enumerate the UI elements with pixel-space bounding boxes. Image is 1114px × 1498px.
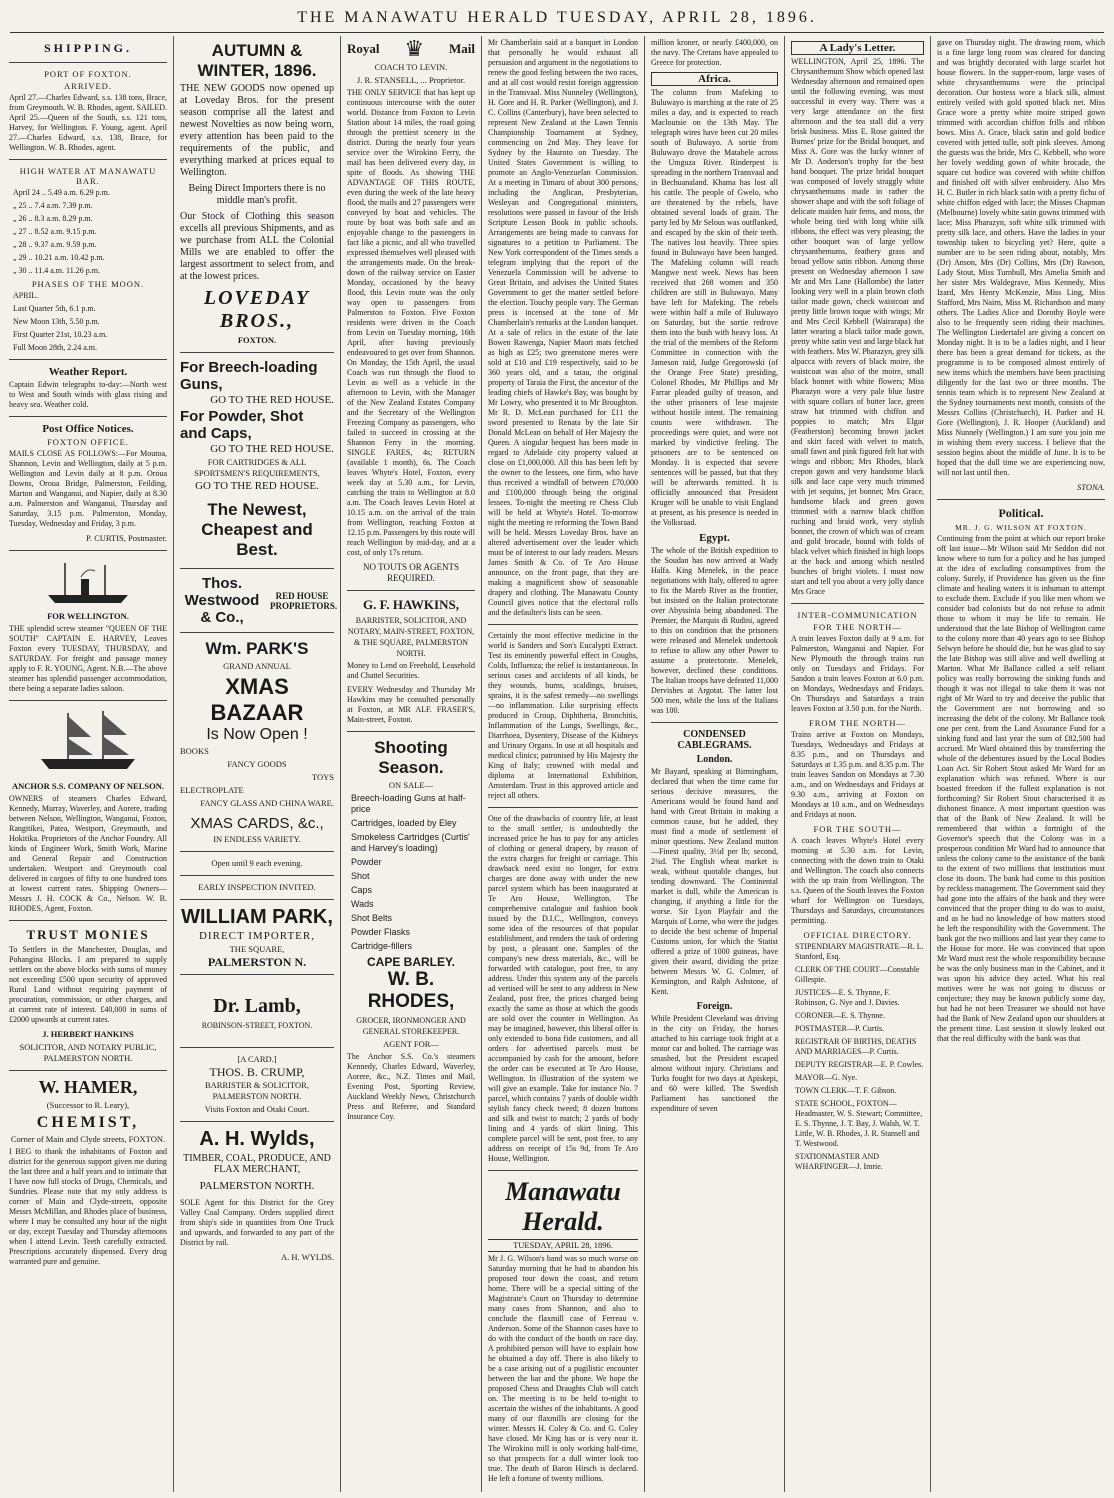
- moon-row: Full Moon 28th, 2.24 a.m.: [13, 343, 98, 352]
- sale-item: Smokeless Cartridges (Curtis' and Harvey's loading): [351, 832, 470, 853]
- column-1: [4, 36, 172, 1492]
- column-rule: [644, 36, 645, 1492]
- cape-barley: CAPE BARLEY.: [366, 955, 455, 969]
- rhodes-sub: GROCER, IRONMONGER AND GENERAL STOREKEEPER.: [356, 1016, 466, 1036]
- news-paragraphs: Mr Chamberlain said at a banquet in London that personally he would exhaust all persuasion and argument in the negotiations to renew the good feeling between the two races, and at all cost would resist foreign aggression in the Transvaal. Miss Nunneley (Wellington), H. Gore and H. R. Parker (Wellington), and J. C. Collins (Canterbury), have been selected to represent New Zealand at the Lawn Tennis Championship Tournament at Sydney, commencing on 2nd May. They leave for Sydney by the Hauroto on Tuesday. The United States Government is willing to promote an Anglo-Venezuelan Commission. At a meeting in Timaru of about 300 persons, including the Anglican, Presbyterian, Wesleyan and Congregational ministers, resolutions were passed in favour of the Irish Scripture Lesson Book in public schools. Arrangements are being made to canvass for signatures to a petition to Parliament. The New York correspondent of the Times sends a telegram implying that the report of the Venezuela Commission will be adverse to Great Britain, and advises the United States Government to get the matter settled before the election. Touchy people vary. The German press is incensed at the tone of Mr Chamberlain's remarks at the London banquet. At a sale of relics in the estate of the late Bowen Rawenga, Napier Maori mats fetched as high as £25; two greenstone meres were sold at £10 and £19 respectively, said to be 360 years old, and a tatau, the original property of Taraia the First, the ancestor of the leading chiefs of Hawke's Bay, was bought by Mr Lowry, who presented it to Mr Broughton. Mr R. D. McLean purchased for £11 the sword presented to Renata by the late Sir Donald McLean on behalf of Her Majesty the Queen. A singular bequest has been made in regard to Adelaide city property valued at close on £1,000,000. All this has been left by the owner to the lessees, one firm, who have thus received a windfall of between £70,000 and £100,000 through being the original lessees. To-night the meeting re Chess Club will be held at Whyte's Hotel. To-morrow night the meeting re reforming the Town Band will be held. Messrs Loveday Bros. have an altered advertisement over the leader which must be of interest to our lady readers. Messrs James Smith & Co. of Te Aro House announce, on the front page, that they are making a magnificent show of seasonable drapery and clothing. The Manawatu County Council gives notice that the electoral rolls and the defaulter's lists can be seen.: [488, 38, 638, 617]
- weather-text: Captain Edwin telegraphs to-day:—North west to West and South winds with glass rising and heavy sea. Weather cold.: [9, 380, 167, 409]
- shooting-season: Shooting Season.: [374, 738, 448, 777]
- divider: [180, 352, 334, 353]
- red-house-line: GO TO THE RED HOUSE.: [210, 394, 334, 406]
- cable-top: million kroner, or nearly £400,000, on the navy. The Cretans have appealed to Greece for protection.: [651, 38, 778, 67]
- tide-table: [9, 188, 167, 276]
- on-sale: ON SALE—: [388, 780, 434, 790]
- post-office-sign: P. CURTIS, Postmaster.: [86, 533, 167, 543]
- anchor-company-text: OWNERS of steamers Charles Edward, Kennedy, Murray, Waverley, and Aorere, trading between Nelson, Wellington, Wanganui, Foxton, Rangitikei, Patea, Westport, Greymouth, and Hokitika. Proprietors of the Anchor Foundry. All kinds of Engineer Work, Smith Work, Marine and General Repair and Construction undertaken. Westport and Greymouth coal delivered in cargoes of fifty to one hundred tons at lowest current rates. Shipping Owners—Messrs J. H. COCK & Co., Nelson. W. B. RHODES, Agent, Foxton.: [9, 794, 167, 913]
- moon-title: PHASES OF THE MOON.: [31, 279, 145, 289]
- arrived-heading: ARRIVED.: [64, 81, 112, 91]
- endless-variety: IN ENDLESS VARIETY.: [213, 834, 301, 844]
- port-heading: PORT OF FOXTON.: [44, 69, 132, 79]
- divider: [347, 731, 475, 732]
- rhodes-text: The Anchor S.S. Co.'s steamers Kennedy, Charles Edward, Waverley, Aorere, &c., N.Z. Times and Mail, Evening Post, Sporting Review, Auckland Weekly News, Christchurch Press and Referee, and Standard Insurance Coy.: [347, 1052, 475, 1121]
- sale-item: Shot: [351, 871, 370, 881]
- from-north-heading: FROM THE NORTH—: [809, 718, 906, 728]
- trust-monies-title: TRUST MONIES: [26, 927, 150, 942]
- tide-row: „ 27 .. 8.52 a.m. 9.15 p.m.: [13, 227, 97, 236]
- park-sub: GRAND ANNUAL: [223, 661, 291, 671]
- official-directory-title: OFFICIAL DIRECTORY.: [803, 930, 912, 940]
- divider: [9, 159, 167, 160]
- sale-item: Shot Belts: [351, 913, 393, 923]
- divider: [180, 1047, 334, 1048]
- xmas-bazaar: XMAS BAZAAR: [210, 674, 304, 725]
- red-house-line: GO TO THE RED HOUSE.: [195, 480, 319, 492]
- royal-word: Royal: [347, 41, 380, 56]
- trust-sign-sub: SOLICITOR, AND NOTARY PUBLIC, PALMERSTON NORTH.: [19, 1042, 157, 1063]
- moon-row: New Moon 13th, 5.50 p.m.: [13, 317, 100, 326]
- autumn-winter-title: AUTUMN & WINTER, 1896.: [197, 41, 317, 80]
- fancy-goods-line: FANCY GOODS: [227, 759, 287, 769]
- westwood-proprietors: RED HOUSE PROPRIETORS.: [270, 590, 338, 611]
- directory-row: STATE SCHOOL, FOXTON—Headmaster, W. S. Stewart; Committee, E. S. Thynne, J. T. Bay, J. Walsh, W. T. Little, W. B. Rhodes, J. R. Stansell and T. Westwood.: [795, 1099, 923, 1148]
- sale-item: Cartridges, loaded by Eley: [351, 818, 457, 828]
- hamer-chemist: CHEMIST,: [36, 1114, 140, 1131]
- loveday-bros: LOVEDAY BROS.,: [203, 287, 311, 332]
- inter-communication-title: INTER-COMMUNICATION: [797, 610, 918, 620]
- westwood-block: [180, 575, 338, 626]
- column-6: [786, 36, 929, 1492]
- crump-name: THOS. B. CRUMP,: [209, 1065, 305, 1079]
- wylds-agent: SOLE Agent for this District for the Grey Valley Coal Company. Orders supplied direct from ship's side in quantities from One Truck and upwards, and forwarded to any part of the District by rail.: [180, 1198, 334, 1247]
- tide-row: „ 30 .. 11.4 a.m. 11.26 p.m.: [13, 266, 100, 275]
- column-rule: [784, 36, 785, 1492]
- tide-row: „ 25 .. 7.4 a.m. 7.39 p.m.: [13, 201, 93, 210]
- divider: [9, 416, 167, 417]
- column-rule: [340, 36, 341, 1492]
- wylds-sign: A. H. WYLDS.: [281, 1252, 334, 1262]
- open-until-9: Open until 9 each evening.: [211, 858, 303, 868]
- divider: [9, 62, 167, 63]
- sanders-advert: Certainly the most effective medicine in the world is Sanders and Son's Eucalypti Extract. Test its eminently powerful effect in Coughs, Colds, Influenza; the relief is instantaneous. In serious cases and accidents of all kinds, be they wounds, burns, scaldings, bruises, sprains, it is the safest remedy—no swellings—no inflammation. Like surprising effects produced in Croup, Diphtheria, Bronchitis, Inflammation of the Lungs, Swellings, &c., Diarrhoea, Dysentery, Disease of the Kidneys and Urinary Organs. In use at all hospitals and medical clinics; patronised by His Majesty the King of Italy; crowned with medal and diploma at International Exhibition, Amsterdam. Trust in this approved article and reject all others.: [488, 631, 638, 800]
- herald-date: TUESDAY, APRIL 28, 1896.: [488, 1239, 638, 1252]
- divider: [937, 499, 1105, 500]
- loveday-foxton: FOXTON.: [237, 335, 277, 345]
- shipping-text: April 27.—Charles Edward, s.s. 138 tons, Brace, from Greymouth. W. B. Rhodes, agent. SAILED. April 25.—Queen of the South, s.s. 121 tons, Harvey, for Wellington. F. Young, agent. April 27.—Charles Edward, s.s. 138, Brace, for Wellington. W. B. Rhodes, agent.: [9, 93, 167, 152]
- hamer-title: W. HAMER,: [38, 1077, 138, 1097]
- coach-proprietor: J. R. STANSELL, ... Proprietor.: [356, 75, 466, 85]
- tide-title: HIGH WATER AT MANAWATU BAR.: [19, 166, 157, 186]
- newest-headline: The Newest, Cheapest and Best.: [201, 500, 313, 559]
- dance-text: gave on Thursday night. The drawing room, which is a fine large long room was cleared for dancing and was brightly decorated with large scarlet hot house flowers. In the supper-room, large vases of white chrysanthemums were the principal decoration. Our hostess wore a black silk, almost entirely veiled with gold spotted black net. Miss Grace wore a pretty white moire striped gown trimmed with accordian chiffon frills and ribbon bows. Miss A. Grace, black satin and gold bodice covered with jetted tulle, soft pink sleeves. Among the guests was the bride, Mrs C. Kebbell, who wore her lovely wedding gown of white brocade, the square cut bodice was covered with white chiffon and finished off with silver embroidery. Also Mrs H. C. Butler in rich black satin with a pretty fichu of white chiffon edged with lace; the Misses Chapman (Melbourne) lovely white satin gowns trimmed with lace; Miss Pharazyn, soft white silk trimmed with pretty silk lace, and others. Have the ladies in your township taken to bicycling yet? Here, quite a number are to be seen riding about, notably, Mrs (Dr) Anson, Mrs (Dr) Collins, Mrs (Dr) Rawson, Lady Stout, Miss Turnbull, Mrs Amelia Smith and her sister Mrs Waldegrave, Miss Kennedy, Miss Izard, Mrs Henry McKenzie, Miss Ling, Miss Stafford, Mrs Nairn, Miss M. Richardson and many others. The Ladies Alice and Dorothy Boyle were also to be frequently seen riding their machines. The Wellington Liedertafel are giving a concert on Monday night. It is to be a ladies night, and I hear there has been a great demand for tickets, as the programme is to be composed almost entirely of new items which the members have been practising diligently for the last two or three months. The tennis team which is to represent New Zealand at the Sydney tournaments next month, consists of the Messrs Collins (Christchurch), H. Parker and H. Gore (Wellington), J. R. Hooper (Auckland) and Miss Nunnely (Wellington.) I am sure you join me in wishing them every success. I believe that the session begins about the middle of June. It is to be hoped that the dull time we are experiencing now, will not last until then.: [937, 38, 1105, 477]
- steamer-icon: [43, 557, 133, 607]
- divider: [9, 920, 167, 921]
- hamer-text: I BEG to thank the inhabitants of Foxton and district for the generous support given me during the last three and a half years and to intimate that I have now full stocks of Drugs, Chemicals, and Sundries. Please note that my only address is corner of Main and Clyde-streets, opposite Messrs McMillan, and Rhodes place of business, where I may be consulted any hour of the night or day, except Tuesday and Thursday afternoons when I attend Levin. Teeth carefully extracted. Prescriptions accurately dispensed. Every drug warranted pure and genuine.: [9, 1147, 167, 1266]
- wylds-text: TIMBER, COAL, PRODUCE, AND FLAX MERCHANT,: [183, 1153, 331, 1175]
- royal-mail-header: [347, 38, 475, 60]
- column-4: [483, 36, 643, 1492]
- rhodes-name: W. B. RHODES,: [367, 969, 455, 1012]
- trust-monies-text: To Settlers in the Manchester, Douglas, and Pohangina Blocks. I am prepared to supply settlers on the above blocks with sums of money not exceeding £500 upon security of approved Rural Land without requiring payment of procuration, commission, or other charges, and at current rate of interest. £40,000 in sums of £2000 upwards at current rates.: [9, 945, 167, 1024]
- column-rule: [481, 36, 482, 1492]
- egypt-heading: Egypt.: [699, 532, 730, 544]
- the-square: THE SQUARE,: [229, 944, 285, 954]
- no-touts: NO TOUTS OR AGENTS REQUIRED.: [363, 562, 459, 583]
- tide-row: „ 29 .. 10.21 a.m. 10.42 p.m.: [13, 253, 105, 262]
- directory-row: STATIONMASTER AND WHARFINGER—J. Imrie.: [795, 1152, 883, 1171]
- sale-list: [347, 793, 475, 952]
- manawatu-herald-logo: Manawatu Herald.: [505, 1177, 621, 1236]
- trust-sign: J. HERBERT HANKINS: [42, 1029, 134, 1039]
- crump-text: BARRISTER & SOLICITOR, PALMERSTON NORTH.: [205, 1080, 309, 1101]
- divider: [180, 899, 334, 900]
- crump-visits: Visits Foxton and Otaki Court.: [204, 1104, 310, 1114]
- divider: [488, 624, 638, 625]
- africa-heading: Africa.: [651, 72, 778, 86]
- egypt-text: The whole of the British expedition to the Soudan has now arrived at Wady Halfa. King Menelek, in the peace negotiations with Italy, offered to agree to fix the Mareb River as the frontier, but insisted on the Italian protectorate over Abyssinia being abandoned. The Premier, the Marquis di Rudini, agreed to this on condition that the prisoners were released and Menelek undertook to refuse to allow any other Power to assume a protectorate. Menelek, however, declined these conditions. The Italian troops have defeated 11,000 Dervishes at Argotat. The latter lost 500 men, while the loss of the Italians was 100.: [651, 546, 778, 715]
- shipping-title: SHIPPING.: [43, 41, 132, 55]
- palmerston-n: PALMERSTON N.: [207, 955, 307, 969]
- for-wellington-text: THE splendid screw steamer "QUEEN OF THE SOUTH" CAPTAIN E. HARVEY, Leaves Foxton every TUESDAY, THURSDAY, and SATURDAY. For freight and passage money apply to F. R. YOUNG, Agent. N.B.—The above steamer has splendid passenger accommodation, there being a separate ladies saloon.: [9, 624, 167, 693]
- divider: [347, 590, 475, 591]
- column-rule: [930, 36, 931, 1492]
- coach-text: THE ONLY SERVICE that has kept up continuous intercourse with the outer world. Distance from Foxton to Levin Station about 14 miles, the road going through the prettiest scenery in the district. During the nearly four years service over the Wirokino Ferry, the mail has been delivered every day, in spite of floods. As showing THE ADVANTAGE OF THIS ROUTE, even during the week of the late heavy flood, the mails and 27 passengers were conveyed by boat and vehicles. The route by boat was both safe and an enjoyable change to the passengers in fact like a picnic, and all who travelled expressed themselves well pleased with the arrangements made. On the break-down of the railway service on Easter Monday, occasioned by the heavy flood, this Levin route was the only way open to passengers from Palmerston to Foxton. Five Foxton residents were driven in the Coach from Levin on Tuesday morning, 16th April, after having previously endeavoured to get over from Shannon. On Monday, the 15th April, the usual Coach was run through the flood to Levin as well as a vehicle in the afternoon to Levin, with the Manager of the New Zealand Estates Company and the Secretary of the Wellington Freezing Company as passengers, who failed to succeed in crossing at the Shannon Ferry in the morning. SINGLE FARES, 4s; RETURN (available 1 month), 6s. The Coach leaves Whyte's Hotel, Foxton, every week day at 5.30 a.m., for Levin, catching the train to Wellington at 8.0 a.m. The Coach leaves Levin Hotel at 10.15 a.m. on the arrival of the train from Wellington, reaching Foxton at 12.15 p.m. Passengers by this route will reach Wellington by mid-day, and at a cost, of only 17s return.: [347, 88, 475, 557]
- mail-word: Mail: [448, 41, 475, 56]
- autumn-winter-stock: Our Stock of Clothing this season excells all previous Shipments, and as we purchase from ALL the Colonial Mills we are enabled to offer the largest assortment to select from, and at the lowest prices.: [180, 211, 334, 282]
- divider: [180, 1121, 334, 1122]
- for-south-text: A coach leaves Whyte's Hotel every morning at 5.30 a.m. for Levin, connecting with the down train to Otaki and Wellington. The coach also connects with the up train from Wellington. The s.s. Queen of the South leaves the Foxton wharf for Wellington on Tuesdays, Thursdays and Saturdays, circumstances permitting.: [791, 836, 924, 925]
- hawkins-wednesday: EVERY Wednesday and Thursday Mr Hawkins may be consulted personally at Foxton, at MR ALF. FRASER'S, Main-street, Foxton.: [347, 685, 475, 724]
- africa-text: The column from Mafeking to Buluwayo is marching at the rate of 25 miles a day, and is expected to reach Macloutsie on the 13th May. The telegraph wires have been cut 20 miles south of Buluwayo. A sortie from Buluwayo drove the Matabele across the Umguza River. Rinderpest is spreading in the northern Transvaal and in Bechuanaland. Khama has lost all his cattle. The people of Gwelo, who are threatened by the rebels, have obtained several loads of grain. The party led by Mr Selous was outflanked, and escaped by the skin of their teeth. The natives lost heavily. Three spies found in Buluwayo have been hanged. The Mafeking column will reach Mangwe next week. News has been received that 268 women and 350 children are still in Buluwayo. Many have left for Mafeking. The rebels were within half a mile of Buluwayo on Saturday, but the sortie redrove them into the bush with heavy loss. At the trial of the members of the Reform Committee in connection with the Jameson raid, Judge Gregorowski (of the Orange Free State) presiding, Colonel Rhodes, Mr Phillips and Mr Farrar pleaded guilty of treason, and the other prisoners of lese majeste without hostile intent. The remaining counts were withdrawn. The proceedings were quiet, and were not marked by vindictive feeling. The prisoners are to be sentenced on Monday. It is expected that severe sentences will be passed, but that they will be afterwards remitted. It is officially announced that President Kruger will be unable to visit England at present, as his presence is needed in the Volksraad.: [651, 88, 778, 527]
- divider: [9, 700, 167, 701]
- autumn-winter-text: THE NEW GOODS now opened up at Loveday Bros. for the present season comprise all the latest and newest Novelties as now being worn, every attention has been paid to the requirements of the public, and everything marked at prices equal to Wellington.: [180, 83, 334, 178]
- for-wellington-title: FOR WELLINGTON.: [47, 611, 129, 621]
- divider: [180, 851, 334, 852]
- directory-row: STIPENDIARY MAGISTRATE—R. L. Stanford, Esq.: [795, 942, 924, 961]
- cablegrams-title: CONDENSED CABLEGRAMS.: [677, 729, 752, 751]
- books-line: BOOKS: [180, 746, 209, 756]
- column-7: [932, 36, 1110, 1492]
- moon-row: First Quarter 21st, 10.23 a.m.: [13, 330, 108, 339]
- sale-item: Caps: [351, 885, 373, 895]
- political-sub: MR. J. G. WILSON AT FOXTON.: [955, 523, 1087, 532]
- hawkins-money: Money to Lend on Freehold, Leasehold and Chattel Securities.: [347, 661, 475, 680]
- wylds-palmerston: PALMERSTON NORTH.: [199, 1180, 315, 1192]
- xmas-cards: XMAS CARDS, &c.,: [190, 815, 324, 832]
- herald-local-news: Mr J. G. Wilson's hand was so much worse on Saturday morning that he had to abandon his proposed tour down the coast, and return home. There will be a special sitting of the Magistrate's Court on Thursday to determine many cases from Shannon, and also to conclude the flaxmill case of Ferreau v. Anderson. Some of the Shannon cases have to do with the conduct of the booth on race day. A prohibited person will have to explain how he obtained a day off. There is also likely to be a case arising out of a pugilistic encounter between the bar and the phone. We hope the proposed Chess and Draughts Club will catch on. The meeting is to be held to-night to ascertain the wishes of the inhabitants. A good many of our flaxmills are closing for the winter. Messrs H. Coley & Co. and G. Coley have closed. Mr King has or is very near it. The Wirokino mill is only working half-time, so that prospects for a dull winter look too true. The death of Baron Hirsch is declared. He left a fortune of twenty millions.: [488, 1254, 638, 1483]
- divider: [180, 875, 334, 876]
- early-inspection: EARLY INSPECTION INVITED.: [198, 882, 316, 892]
- coat-of-arms-icon: ♛: [404, 36, 425, 61]
- electroplate-line: ELECTROPLATE: [180, 785, 244, 795]
- tide-row: April 24 .. 5.49 a.m. 6.29 p.m.: [13, 188, 110, 197]
- divider: [9, 550, 167, 551]
- divider: [9, 1070, 167, 1071]
- hamer-sub: (Successor to R. Leary),: [46, 1100, 130, 1110]
- london-text: Mr Bayard, speaking at Birmingham, declared that when the time came for serious decisive measures, the Americans would be found hand and hand with Great Britain in making a common cause, but he added, they must find a mode of settlement of minor questions. New Zealand mutton—Finest quality, 3½d per lb; second, 2¾d. The English wheat market is weak, without quotable changes, but tending downward. The Continental market is dull, while the American is changing, if anything a little for the worse. Sir Lyon Playfair and the Marquis of Lorne, who were the judges to decide the best scheme of Imperial Customs union, for which the Statist offered a prize of 1000 guineas, have given their award, dividing the prize between Messrs W. G. Colmer, of Kensington, and Ralph Ashstone, of Kent.: [651, 767, 778, 996]
- directory-row: POSTMASTER—P. Curtis.: [795, 1024, 885, 1033]
- divider: [488, 807, 638, 808]
- red-house-line: GO TO THE RED HOUSE.: [210, 443, 334, 455]
- post-office-text: MAILS CLOSE AS FOLLOWS:—For Moutoa, Shannon, Levin and Wellington, daily at 5 p.m. Wellington and Levin daily at 8 p.m. Oroua Downs, Oroua Bridge, Palmerston, Feilding, Marton and Wanganui, and Napier, daily at 8.30 a.m. Palmerston and Wanganui, Thursday and Saturday, 3.15 p.m. Palmerston, Monday, Tuesday, Wednesday and Friday, 3 p.m.: [9, 449, 167, 528]
- sailing-ship-icon: [33, 707, 143, 777]
- divider: [651, 722, 778, 723]
- directory-row: TOWN CLERK—T. F. Gibson.: [795, 1086, 897, 1095]
- ladys-letter-title: A Lady's Letter.: [791, 41, 924, 55]
- directory-row: MAYOR—G. Nye.: [795, 1073, 858, 1082]
- dr-lamb-address: ROBINSON-STREET, FOXTON.: [201, 1021, 313, 1030]
- for-south-heading: FOR THE SOUTH—: [813, 824, 902, 834]
- directory-row: CLERK OF THE COURT—Constable Gillespie.: [795, 965, 920, 984]
- glass-line: FANCY GLASS AND CHINA WARE.: [200, 798, 334, 808]
- post-office-sub: FOXTON OFFICE.: [47, 437, 129, 447]
- political-heading: Political.: [998, 506, 1044, 520]
- divider: [180, 568, 334, 569]
- masthead: THE MANAWATU HERALD TUESDAY, APRIL 28, 1896.: [10, 4, 1104, 33]
- sale-item: Wads: [351, 899, 374, 909]
- rhodes-agent: AGENT FOR—: [383, 1039, 439, 1049]
- political-text: Continuing from the point at which our report broke off last issue—Mr Wilson said Mr Seddon did not know where to turn for a policy and he has jumped at the idea of excluding consumptives from the colony. Surely, if Providence has given us the fine climate and healing waters it is inhuman to attempt to exclude them. Exclude if you like men whom we consider bad colonists but do not refuse to admit those to whom it may be life to remain. He understood that the late Bishop of Wellington came to the colony more than 40 years ago to see Bishop Selwyn before he should die, but he was glad to say the late Bishop was still alive and well dwelling at Marton. What Mr Ballance called a self reliant policy was really borrowing the sinking funds and though it was not illegal to take them it was not right of Mr Ward to try and deceive the public that the Government are not borrowing and so increasing the debt of the colony. Mr Ballance took one per cent. from the Land Assurance Fund for a sinking fund and last year the sum of £82,500 had accrued. Mr Ward obtained this by transferring the whole of the debentures issued by the Local Bodies Loan Act. Sir Robert Stout asked Mr Ward for an explanation which was refused. Where is our boasted freedom if the fullest explanation is not forthcoming? Sir Robert Stout characterised it as dishonest finance. A most important question was that of the Bank of New Zealand. It will be remembered that within a fortnight of the Governor's speech that the Colony was in a prosperous condition Mr Ward had to announce that unless the colony came to the assistance of the bank to the extent of two millions that institution must close its doors. The bank had come to this position by reckless management. The Government said they had gone into the affairs of the bank and they were convinced that the proper thing to do was to assist, and as he had no knowledge of how matters stood he left the responsibility with the Government. The bank got the two millions and last year they came to the House for more. He was convinced that upon Mr Ward must rest the whole responsibility because he was the only business man in the Cabinet, and it was upon his advice they acted. What his real motives were he was not going to discuss or conjecture; they may be known publicly some day, but had he not been Treasurer we should not have had the Bank of New Zealand upon our shoulders at the present time. Last session it slowly leaked out that the real difficulty with the bank was that: [937, 534, 1105, 1043]
- directory-row: CORONER—E. S. Thynne.: [795, 1011, 885, 1020]
- sale-item: Powder: [351, 857, 382, 867]
- autumn-winter-importers: Being Direct Importers there is no middle man's profit.: [188, 183, 326, 206]
- direct-importer: DIRECT IMPORTER,: [199, 930, 315, 942]
- column-rule: [173, 36, 174, 1492]
- hawkins-name: G. F. HAWKINS,: [363, 597, 459, 612]
- hawkins-text: BARRISTER, SOLICITOR, AND NOTARY, MAIN-STREET, FOXTON, & THE SQUARE, PALMERSTON NORTH.: [347, 616, 475, 658]
- post-office-title: Post Office Notices.: [42, 423, 134, 435]
- divider: [9, 359, 167, 360]
- foreign-heading: Foreign.: [696, 1001, 733, 1012]
- directory-row: REGISTRAR OF BIRTHS, DEATHS AND MARRIAGES—P. Curtis.: [795, 1037, 917, 1056]
- ladys-letter-text: WELLINGTON, April 25, 1896. The Chrysanthemum Show which opened last Wednesday afternoon and remained open until the following evening, was most successful in every way. There was a very large attendance on the first afternoon and the tea stall did a very brisk business. Miss E. Rose gained the Burnes' prize for the Bridal bouquet, and Miss A. Gore was the lucky winner of Mr D. Anderson's trophy for the best hand bouquet. The prize bridal bouquet was composed of lovely straggly white chrysanthemums made in rather the shower shape and with the soft foliage of delicate maiden hair ferns, and moss, the whole being tied with long white silk ribbons, the effect was very pleasing; the other bouquet was of large yellow chrysanthemums, feathery grass and broad yellow satin ribbon. Among those present on Wednesday afternoon I saw Mr and Mrs Lane (Hallombe) the latter looking very well in a plain brown cloth tailor made gown, check waistcoat and pretty little brown toque with wings; Mr and Mrs Cecil Kebbell (Wairarapa) the latter wearing a black tailor made gown, pretty white satin vest and large black hat with feathers. Mrs W. Pharazyn, grey silk alpacca with revers of black moire, the waistcoat was also of the moire, small black bonnet with white flowers; Miss Pharazyn wore a very pale blue lustre with square collars of butter lace, green straw hat trimmed with chiffon and poppies to match; Mrs Elgar (Featherston) becoming brown jacket and skirt faced with velvet to match, small fawn and pink figured felt hat with wings and ribbon; Mrs Rhodes, black crepon gown and very handsome black silk and lace cape very much trimmed with jet sequins, jet bonnet; Mrs Grace, handsome black and green gown trimmed with a narrow black chiffon ruching and braid work, very stylish bonnet, the crown of which was of cream and gold brocade, bound with folds of black velvet which finished in high loops at the back and among which nestled bunches of bright violets. I must now start and tell you about a very jolly dance Mrs Grace: [791, 57, 924, 596]
- for-north-text: A train leaves Foxton daily at 9 a.m. for Palmerston, Wanganui and Napier. For New Plymouth the through trains run only on Tuesdays and Fridays. For Sandon a train leaves Foxton at 6.0 p.m. on Mondays, Wednesdays and Fridays. On Thursdays and Saturdays a train leaves Foxton at 3.50 p.m. for the North.: [791, 634, 924, 713]
- letter-signature: STONA.: [1077, 482, 1105, 492]
- anchor-company-title: ANCHOR S.S. COMPANY OF NELSON.: [12, 781, 164, 791]
- tide-row: „ 26 .. 8.3 a.m. 8.29 p.m.: [13, 214, 93, 223]
- moon-row: Last Quarter 5th, 6.1 p.m.: [13, 304, 96, 313]
- cartridges-line: FOR CARTRIDGES & ALL SPORTSMEN'S REQUIREMENTS,: [194, 457, 320, 478]
- now-open: Is Now Open !: [206, 726, 308, 743]
- london-heading: London.: [696, 754, 733, 765]
- william-park: WILLIAM PARK,: [181, 906, 333, 928]
- dr-lamb: Dr. Lamb,: [213, 995, 301, 1017]
- from-north-text: Trains arrive at Foxton on Mondays, Tuesdays, Wednesdays and Fridays at 8.35 p.m., and on Thursdays and Saturdays at 1.35 p.m. and 8.35 p.m. The train leaves Sandon on Mondays at 7.30 a.m., and on Wednesdays and Fridays at 9.30 a.m., arriving at Foxton on Mondays at 10 a.m., and on Wednesdays and Fridays at noon.: [791, 730, 924, 819]
- sale-item: Breech-loading Guns at half-price: [351, 793, 466, 814]
- moon-row: APRIL.: [13, 291, 39, 300]
- column-3: [342, 36, 480, 1492]
- tide-row: „ 28 .. 9.37 a.m. 9.59 p.m.: [13, 240, 97, 249]
- powder-headline: For Powder, Shot and Caps,: [180, 408, 304, 442]
- directory-row: JUSTICES—E. S. Thynne, F. Robinson, G. Nye and J. Davies.: [795, 988, 900, 1007]
- weather-title: Weather Report.: [48, 366, 128, 378]
- westwood-name: Thos. Westwood & Co.,: [184, 575, 260, 626]
- column-2: [175, 36, 339, 1492]
- a-card: [A CARD.]: [237, 1054, 277, 1064]
- foreign-text: While President Cleveland was driving in the city on Friday, the horses attached to his carriage took fright at a motor car and bolted. The carriage was smashed, but the President escaped almost without injury. Christians and Turks fought for two days at Apiskepi, and 60 were killed. The Swedish Parliament has sanctioned the expenditure of seven: [651, 1014, 778, 1113]
- drapery-advert: One of the drawbacks of country life, at least to the small settler, is undoubtedly the increased price he has to pay for any articles of clothing or general drapery, by reason of the extra charges for freight or carriage. This drawback need exist no longer, for extra charges are done away with under the new parcel system which has been inaugurated at Te Aro House, Wellington. The comprehensive catalogue and fashion book issued by the D.I.C., Wellington, conveys some idea of the resources of that popular establishment, and renders the task of ordering by post, a pleasant one. Samples of the company's new dress materials, &c., will be forwarded with catalogue, post free, to any address. Under this system any of the parcels ad vertised will be sent to any address in New Zealand, post free, the prices charged being exactly the same as those at which the goods are sold over the counter in Wellington. As may be imagined, however, this liberal offer is only extended to bona fide customers, and all orders for advertised parcels must be accompanied by cash for the amount, before the order can be executed at Te Aro House, Wellington. In illustration of the system we will give an example. Take for instance No. 7 parcel, which contains 7 yards of double width stylish fancy check tweed; 8 dozen buttons and silk and twist to match; 2 yards of body lining and 4 yards of skirt lining. This complete parcel will be sent, post free, to any address on receipt of 15s 9d, from Te Aro House, Wellington.: [488, 814, 638, 1163]
- sale-item: Cartridge-fillers: [351, 941, 413, 951]
- divider: [180, 974, 334, 975]
- directory-row: DEPUTY REGISTRAR—E. P. Cowles.: [795, 1060, 924, 1069]
- divider: [488, 1170, 638, 1171]
- divider: [180, 632, 334, 633]
- for-north-heading: FOR THE NORTH—: [813, 622, 902, 632]
- hamer-address: Corner of Main and Clyde streets, FOXTON.: [10, 1134, 166, 1144]
- toys-line: TOYS: [311, 772, 334, 782]
- divider: [791, 603, 924, 604]
- guns-headline: For Breech-loading Guns,: [180, 359, 318, 393]
- wylds-name: A. H. Wylds,: [199, 1128, 315, 1150]
- coach-title: COACH TO LEVIN.: [374, 62, 448, 72]
- sale-item: Powder Flasks: [351, 927, 411, 937]
- park-title: Wm. PARK'S: [205, 639, 309, 658]
- column-5: [646, 36, 783, 1492]
